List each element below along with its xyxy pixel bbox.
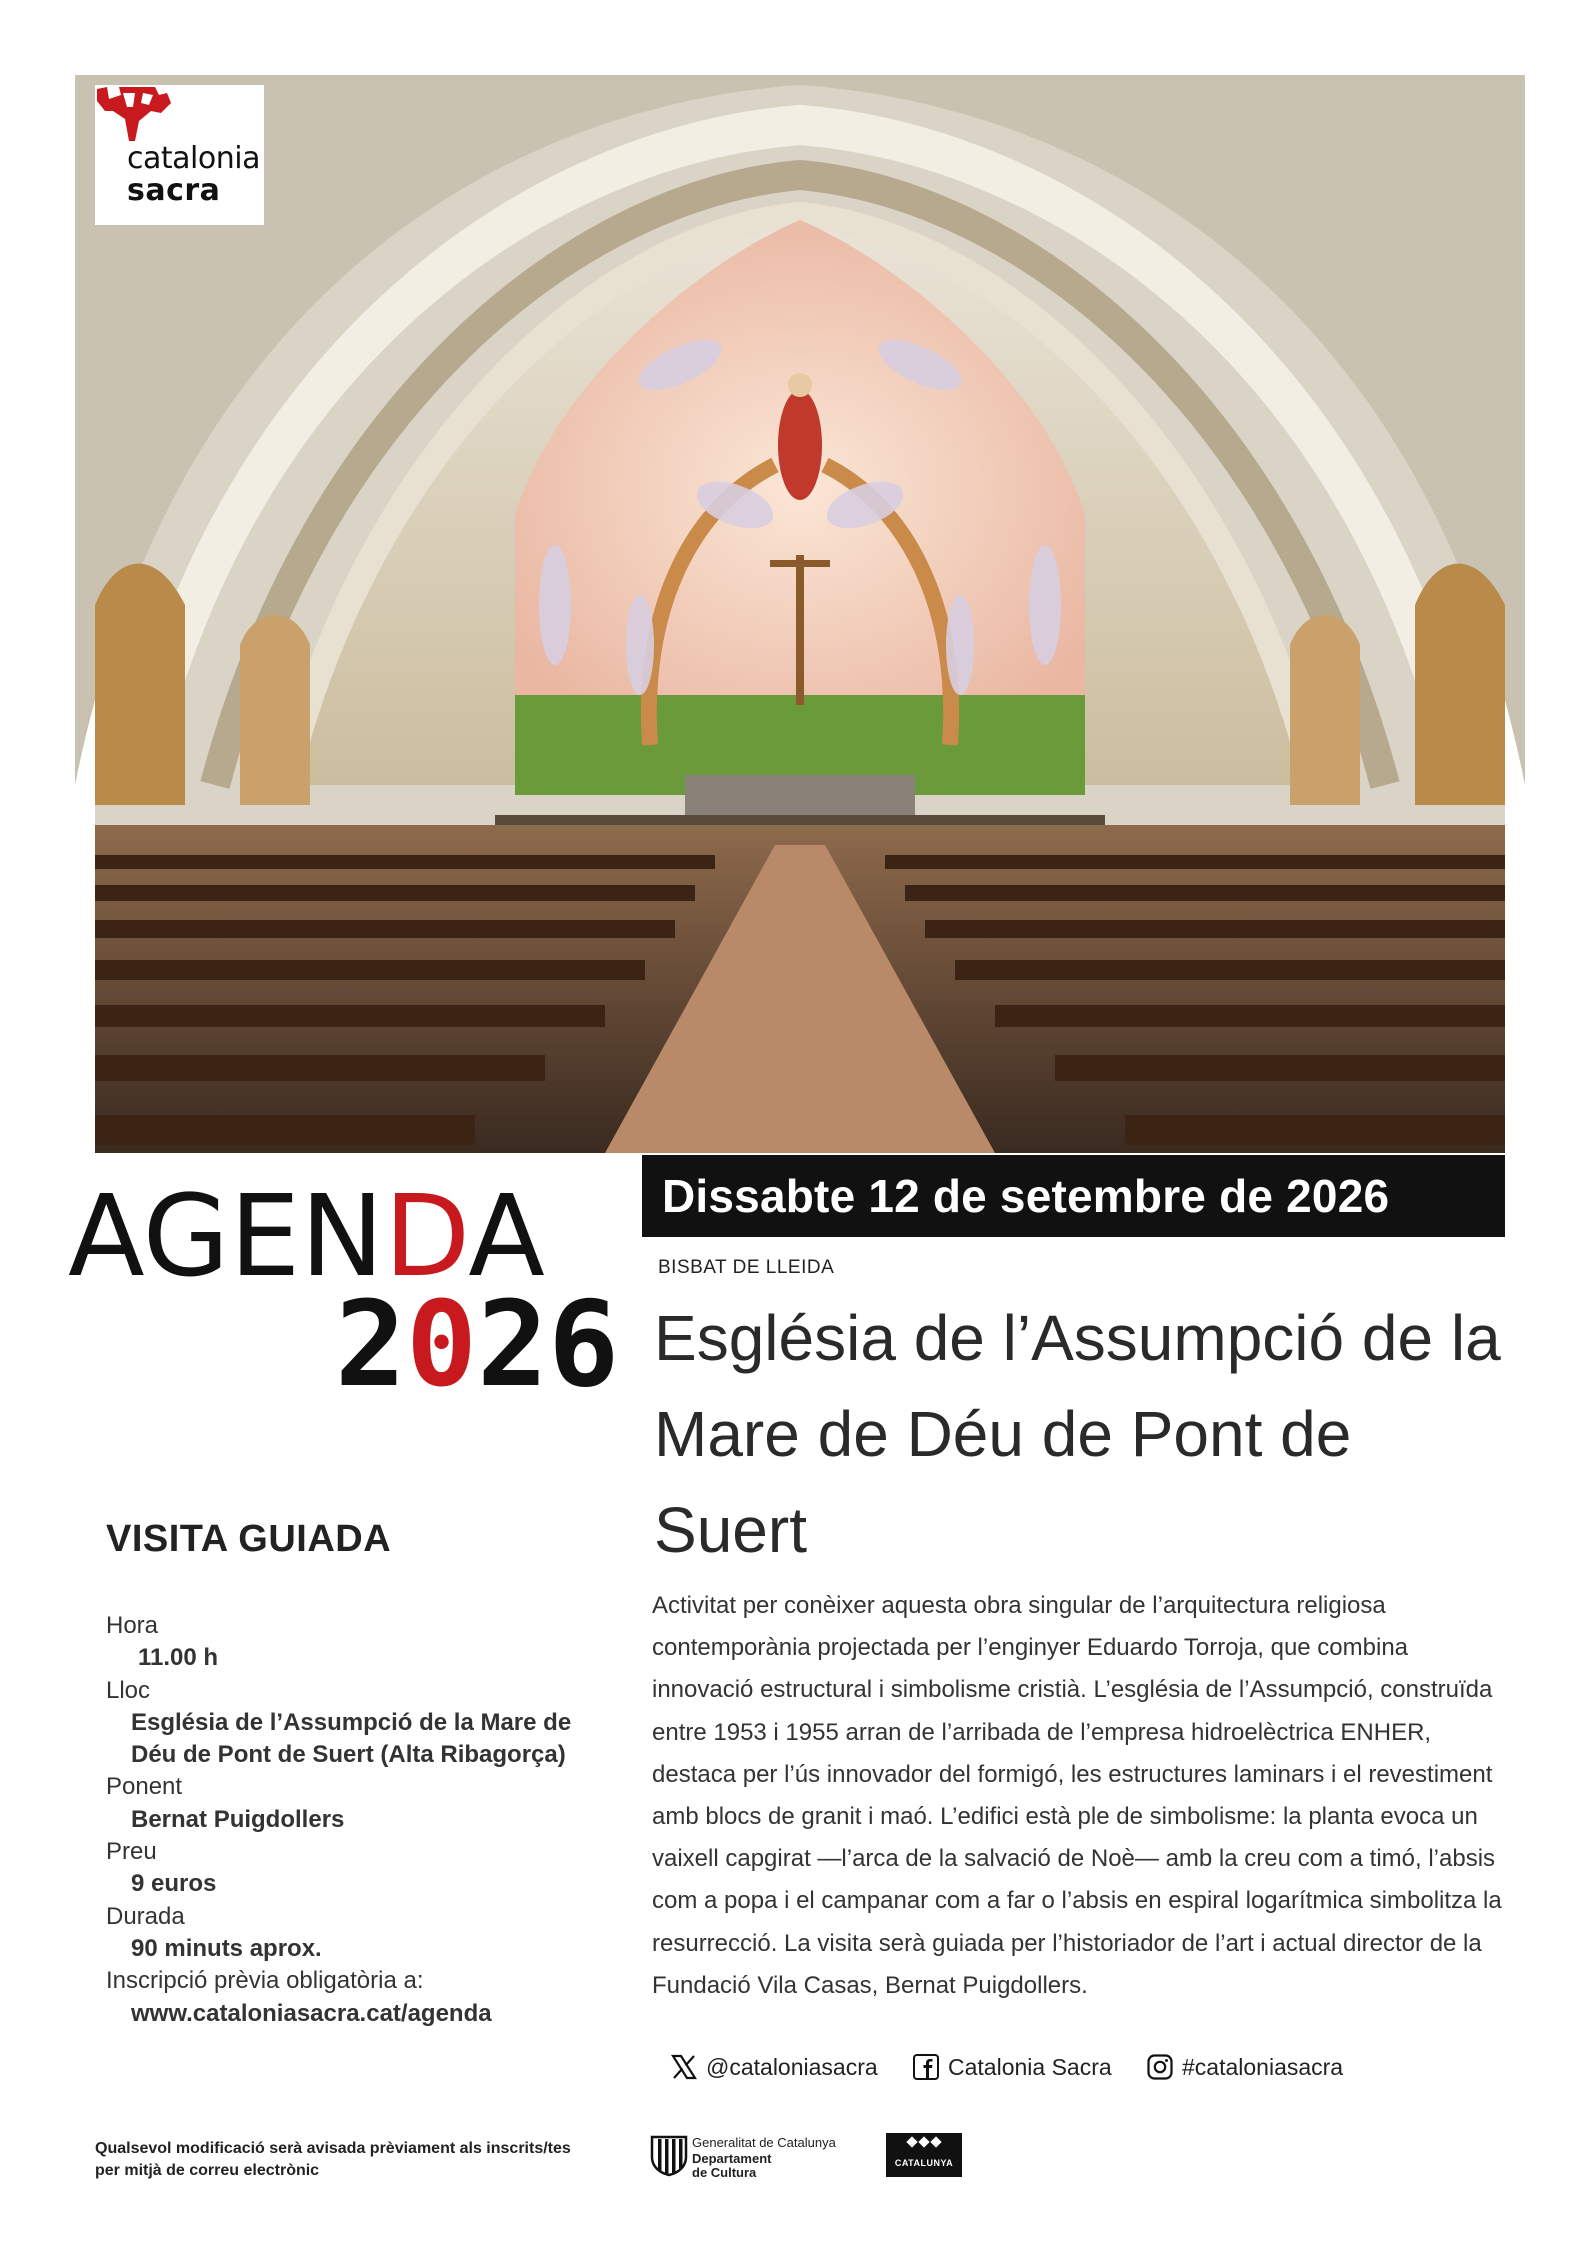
inscripcio-label: Inscripció prèvia obligatòria a: xyxy=(106,1967,424,1995)
facebook-name: Catalonia Sacra xyxy=(948,2053,1112,2080)
catalonia-sacra-logo xyxy=(95,85,264,225)
lloc-label: Lloc xyxy=(106,1676,151,1704)
visit-info xyxy=(106,1610,586,2030)
ponent-value: Bernat Puigdollers xyxy=(131,1805,345,1833)
generalitat-text: Generalitat de Catalunya xyxy=(692,2135,836,2150)
event-description: Activitat per conèixer aquesta obra singular de l’arquitectura religiosa contemporània projectada per l’enginyer Eduardo Torroja, que combina innovació estructural i simbolisme cristià. L’església de l’Assumpció, construïda entre 1953 i 1955 arran de l’arribada de l’empresa hidroelèctrica ENHER, destaca per l’ús innovador del formigó, les estructures laminars i el revestiment amb blocs de granit i maó. L’edifici està ple de simbolisme: la planta evoca un vaixell capgirat —l’arca de la salvació de Noè— amb la creu com a timó, l’absis com a popa i el campanar com a far o l’absis en espiral logarítmica simbolitza la resurrecció. La visita serà guiada per l’historiador de l’art i actual director de la Fundació Vila Casas, Bernat Puigdollers. xyxy=(652,1592,1502,1999)
footer-note: Qualsevol modificació serà avisada prèviament als inscrits/tes per mitjà de correu electrònic xyxy=(95,2140,571,2179)
event-title: Església de l’Assumpció de la Mare de Déu de Pont de Suert xyxy=(654,1302,1501,1566)
date-banner: Dissabte 12 de setembre de 2026 xyxy=(642,1155,1505,1237)
ponent-label: Ponent xyxy=(106,1773,183,1801)
lloc-value: Església de l’Assumpció de la Mare de Déu de Pont de Suert (Alta Ribagorça) xyxy=(131,1708,572,1769)
diocese-label: BISBAT DE LLEIDA xyxy=(658,1257,835,1278)
hora-value: 11.00 h xyxy=(138,1644,219,1672)
department-text-1: Departament xyxy=(692,2151,772,2166)
social-x[interactable] xyxy=(670,2048,878,2086)
visit-heading: VISITA GUIADA xyxy=(106,1518,392,1560)
instagram-tag: #cataloniasacra xyxy=(1182,2053,1344,2080)
x-icon xyxy=(670,2053,698,2081)
agenda-title xyxy=(60,1165,620,1413)
hora-label: Hora xyxy=(106,1612,159,1639)
catalunya-logo-text: CATALUNYA xyxy=(894,2158,954,2168)
department-text-2: de Cultura xyxy=(692,2165,757,2180)
church-interior-photo xyxy=(95,85,1505,1153)
agenda-word: AGENDA xyxy=(68,1172,545,1302)
catalunya-mark-icon xyxy=(886,2133,962,2157)
durada-label: Durada xyxy=(106,1902,185,1930)
x-handle: @cataloniasacra xyxy=(706,2053,878,2080)
durada-value: 90 minuts aprox. xyxy=(131,1934,322,1962)
inscripcio-link[interactable]: www.cataloniasacra.cat/agenda xyxy=(131,1999,492,2027)
logo-text-line2: sacra xyxy=(127,173,221,208)
agenda-year: 2026 xyxy=(335,1275,620,1413)
generalitat-logo xyxy=(650,2133,836,2182)
preu-value: 9 euros xyxy=(131,1870,217,1898)
catalunya-logo xyxy=(886,2133,962,2177)
instagram-icon xyxy=(1146,2053,1174,2081)
facebook-icon xyxy=(912,2053,940,2081)
catalonia-sacra-mark-icon xyxy=(95,85,175,145)
social-facebook[interactable] xyxy=(912,2048,1112,2086)
social-instagram[interactable] xyxy=(1146,2048,1343,2086)
preu-label: Preu xyxy=(106,1838,157,1866)
generalitat-emblem-icon xyxy=(650,2133,688,2177)
logo-text-line1: catalonia xyxy=(127,141,260,176)
